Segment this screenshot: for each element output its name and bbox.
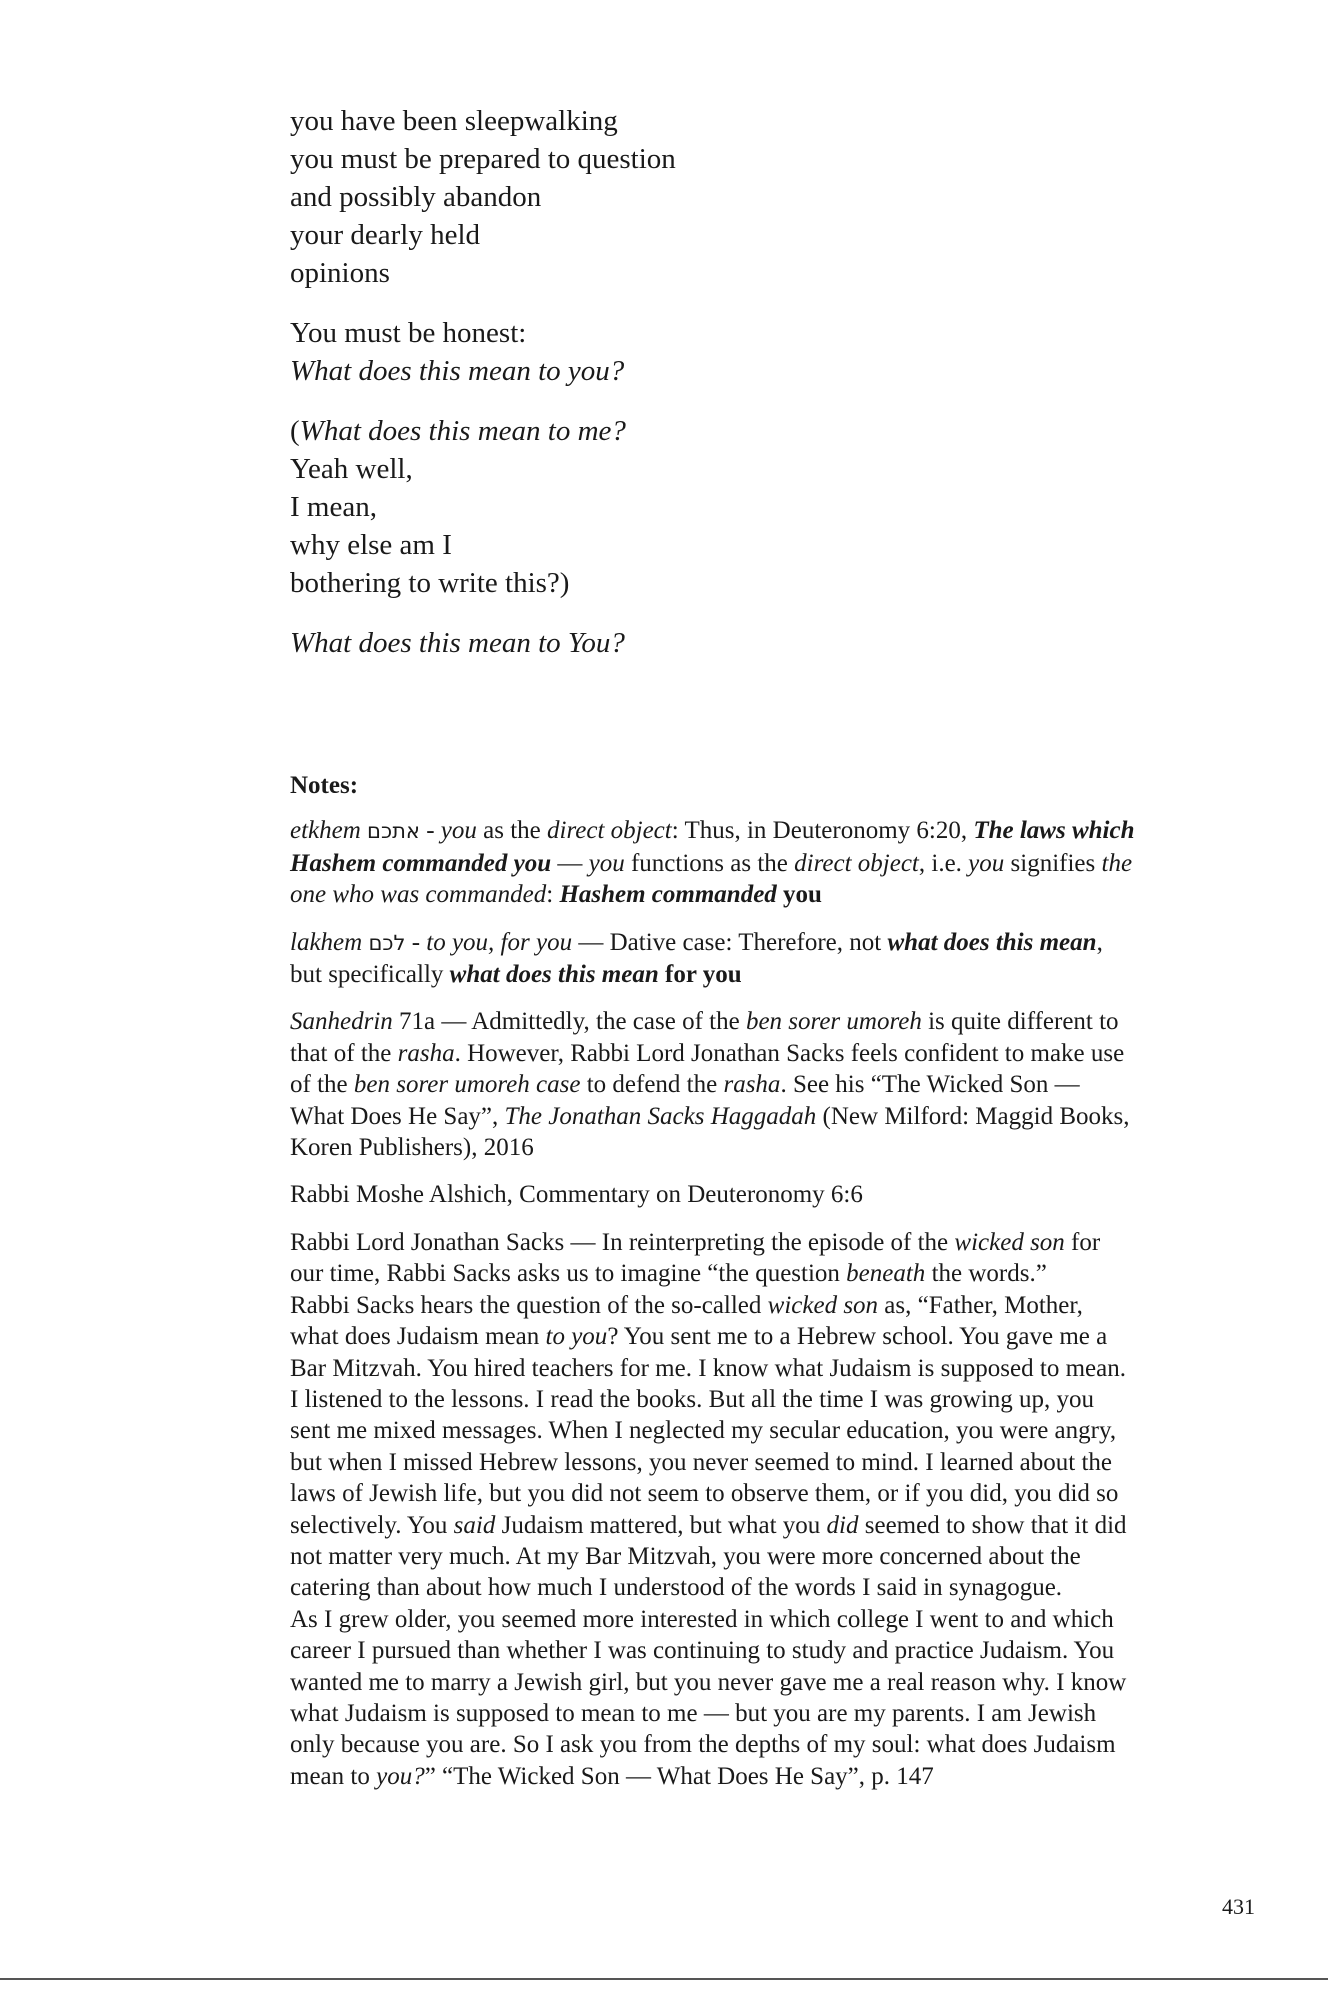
bottom-divider (0, 1978, 1328, 1980)
note-line: only because you are. So I ask you from the depths of my soul: what does Judaism (290, 1731, 1116, 1759)
note-line (290, 1510, 1170, 1541)
note-text: rasha (723, 1071, 781, 1099)
note-text: the (1101, 849, 1133, 877)
note-line (290, 959, 1170, 990)
note-line (290, 1101, 1170, 1132)
note-text: did (826, 1511, 859, 1539)
poem-line-italic: What does this mean to You? (290, 627, 625, 659)
note-line (290, 1258, 1170, 1289)
poem-line: you must be prepared to question (290, 143, 676, 175)
poem-line: and possibly abandon (290, 181, 542, 213)
note-text: you (588, 849, 625, 877)
poem-italic-text: What does this mean to me? (299, 415, 626, 447)
note-text: The laws which (973, 817, 1135, 845)
note-line: laws of Jewish life, but you did not seem to observe them, or if you did, you did so (290, 1480, 1119, 1508)
notes-section (290, 770, 1170, 1808)
note-text: signifies (1004, 849, 1102, 877)
page-number: 431 (1222, 1894, 1255, 1919)
note-text: The Jonathan Sacks Haggadah (504, 1102, 817, 1130)
note-text: one who was commanded (290, 881, 547, 909)
note-text: wicked son (954, 1228, 1065, 1256)
note-line (290, 1227, 1170, 1258)
note-line: but when I missed Hebrew lessons, you never seemed to mind. I learned about the (290, 1448, 1113, 1476)
poem-stanza-4 (290, 624, 1190, 662)
poem-stanza-2 (290, 314, 1190, 390)
note-line (290, 1069, 1170, 1100)
note-line (290, 848, 1170, 879)
open-paren: ( (290, 415, 300, 447)
note-text: 71a — Admittedly, the case of the (392, 1008, 746, 1036)
note-text: you? (376, 1762, 425, 1790)
note-text: etkhem (290, 817, 361, 845)
note-line: sent me mixed messages. When I neglected my secular education, you were angry, (290, 1417, 1117, 1445)
note-text: . However, Rabbi Lord Jonathan Sacks feels confident to make use (454, 1039, 1125, 1067)
note-text: as, “Father, Mother, (878, 1291, 1083, 1319)
note-text: you (776, 881, 822, 909)
note-text: ben sorer umoreh case (353, 1071, 581, 1099)
note-text: — (551, 849, 589, 877)
note-text: lakhem (290, 928, 363, 956)
note-text: to you (545, 1323, 608, 1351)
note-sanhedrin (290, 1006, 1170, 1163)
note-line (290, 1761, 1170, 1792)
note-text: that of the (290, 1039, 398, 1067)
note-text: for (1064, 1228, 1101, 1256)
note-text: the words.” (925, 1260, 1047, 1288)
note-line (290, 927, 1170, 959)
note-text: - (405, 928, 427, 956)
poem-line: why else am I (290, 529, 452, 561)
poem-line-italic: What does this mean to you? (290, 355, 625, 387)
note-text: . See his “The Wicked Son — (780, 1071, 1080, 1099)
note-text: seemed to show that it did (858, 1511, 1127, 1539)
note-lakhem (290, 927, 1170, 991)
note-text: - (419, 817, 441, 845)
hebrew-word: לכם (368, 930, 406, 955)
notes-heading: Notes: (290, 772, 359, 799)
note-text: : Thus, in Deuteronomy 6:20, (671, 817, 974, 845)
note-text: you (440, 817, 477, 845)
note-text: What Does He Say”, (290, 1102, 505, 1130)
note-text: to defend the (580, 1071, 724, 1099)
note-text: for you (658, 961, 742, 989)
note-text: what does this mean (449, 961, 659, 989)
note-text: said (453, 1511, 496, 1539)
note-line: Koren Publishers), 2016 (290, 1134, 534, 1162)
note-text: Hashem commanded you (290, 849, 552, 877)
note-text: functions as the (624, 849, 795, 877)
poem-stanza-1 (290, 102, 1190, 292)
note-line: Bar Mitzvah. You hired teachers for me. I know what Judaism is supposed to mean. (290, 1354, 1126, 1382)
note-text: , i.e. (918, 849, 969, 877)
note-text: of the (290, 1071, 354, 1099)
note-alshich (290, 1179, 1170, 1210)
note-line: career I pursued than whether I was continuing to study and practice Judaism. You (290, 1637, 1115, 1665)
note-line: I listened to the lessons. I read the books. But all the time I was growing up, you (290, 1385, 1095, 1413)
note-text: Rabbi Sacks hears the question of the so-called (290, 1291, 768, 1319)
note-text: Sanhedrin (290, 1008, 393, 1036)
note-line (290, 1006, 1170, 1037)
poem-line: your dearly held (290, 219, 481, 251)
note-line: not matter very much. At my Bar Mitzvah, you were more concerned about the (290, 1542, 1081, 1570)
poem-line: I mean, (290, 491, 377, 523)
poem-line: bothering to write this?) (290, 567, 570, 599)
note-text: to you, for you (426, 928, 573, 956)
note-text: you (968, 849, 1005, 877)
note-text: Judaism mattered, but what you (495, 1511, 827, 1539)
poem (290, 102, 1190, 684)
note-text: (New Milford: Maggid Books, (816, 1102, 1130, 1130)
note-text: rasha (397, 1039, 455, 1067)
note-sacks (290, 1227, 1170, 1792)
note-text: ben sorer umoreh (745, 1008, 922, 1036)
note-text: is quite different to (921, 1008, 1119, 1036)
note-text: ” “The Wicked Son — What Does He Say”, p. 147 (424, 1762, 934, 1790)
note-text: — Dative case: Therefore, not (572, 928, 888, 956)
note-text: what does Judaism mean (290, 1323, 546, 1351)
note-line: what Judaism is supposed to mean to me — but you are my parents. I am Jewish (290, 1699, 1097, 1727)
poem-line: you have been sleepwalking (290, 105, 618, 137)
note-line (290, 815, 1170, 847)
note-text: selectively. You (290, 1511, 454, 1539)
hebrew-word: אתכם (367, 819, 420, 844)
note-text: ? You sent me to a Hebrew school. You gave me a (607, 1323, 1108, 1351)
note-line (290, 1321, 1170, 1352)
poem-line (290, 412, 1190, 450)
note-line: wanted me to marry a Jewish girl, but you never gave me a real reason why. I know (290, 1668, 1127, 1696)
note-text: mean to (290, 1762, 377, 1790)
note-text: , (1096, 928, 1103, 956)
note-text: what does this mean (887, 928, 1097, 956)
poem-stanza-3 (290, 412, 1190, 602)
note-text: direct object (794, 849, 919, 877)
note-text: beneath (846, 1260, 926, 1288)
note-line (290, 879, 1170, 910)
note-text: wicked son (767, 1291, 879, 1319)
poem-line: You must be honest: (290, 317, 527, 349)
note-text: : (546, 881, 560, 909)
poem-line: Yeah well, (290, 453, 413, 485)
note-line: As I grew older, you seemed more interested in which college I went to and which (290, 1605, 1114, 1633)
note-line (290, 1038, 1170, 1069)
note-text: but specifically (290, 961, 450, 989)
note-text: as the (476, 817, 547, 845)
note-etkhem (290, 815, 1170, 910)
note-text: our time, Rabbi Sacks asks us to imagine “the question (290, 1260, 847, 1288)
note-line: catering than about how much I understood of the words I said in synagogue. (290, 1574, 1063, 1602)
note-line: Rabbi Moshe Alshich, Commentary on Deuteronomy 6:6 (290, 1181, 863, 1209)
note-text: Hashem commanded (559, 881, 777, 909)
note-text: Rabbi Lord Jonathan Sacks — In reinterpreting the episode of the (290, 1228, 955, 1256)
note-text: direct object (547, 817, 672, 845)
poem-line: opinions (290, 257, 390, 289)
note-line (290, 1290, 1170, 1321)
